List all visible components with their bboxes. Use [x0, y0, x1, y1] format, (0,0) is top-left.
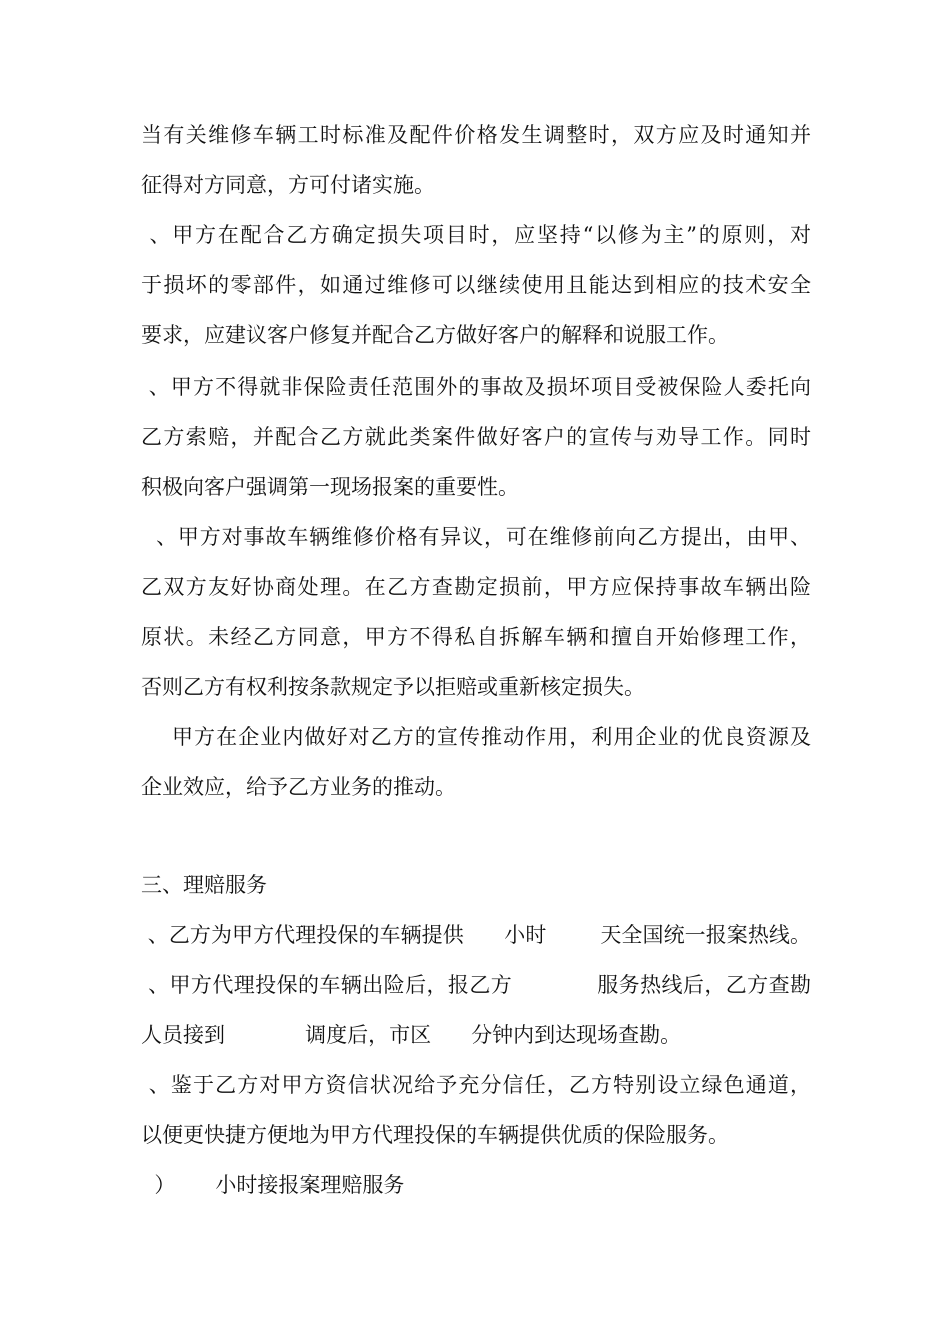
paragraph-line: 企业效应，给予乙方业务的推动。	[141, 775, 456, 799]
paragraph-line: 以便更快捷方便地为甲方代理投保的车辆提供优质的保险服务。	[141, 1123, 729, 1147]
paragraph-line: 原状。未经乙方同意，甲方不得私自拆解车辆和擅自开始修理工作，	[141, 625, 811, 649]
paragraph-line: 、甲方在配合乙方确定损失项目时，应坚持“以修为主”的原则，对	[141, 223, 811, 247]
paragraph-line: 、甲方对事故车辆维修价格有异议，可在维修前向乙方提出，由甲、	[141, 525, 811, 549]
paragraph-line: 征得对方同意，方可付诸实施。	[141, 173, 435, 197]
paragraph-line: 、甲方代理投保的车辆出险后，报乙方 服务热线后，乙方查勘	[141, 973, 811, 997]
paragraph-line: 要求，应建议客户修复并配合乙方做好客户的解释和说服工作。	[141, 323, 729, 347]
paragraph-line: 当有关维修车辆工时标准及配件价格发生调整时，双方应及时通知并	[141, 123, 811, 147]
paragraph-line: 于损坏的零部件，如通过维修可以继续使用且能达到相应的技术安全	[141, 273, 811, 297]
paragraph-line: 乙双方友好协商处理。在乙方查勘定损前，甲方应保持事故车辆出险	[141, 575, 811, 599]
paragraph-line: 人员接到 调度后，市区 分钟内到达现场查勘。	[141, 1023, 682, 1047]
section-heading: 三、理赔服务	[141, 873, 267, 897]
paragraph-line: 、鉴于乙方对甲方资信状况给予充分信任，乙方特别设立绿色通道，	[141, 1073, 811, 1097]
paragraph-line: 乙方索赔，并配合乙方就此类案件做好客户的宣传与劝导工作。同时	[141, 425, 811, 449]
paragraph-line: 、乙方为甲方代理投保的车辆提供 小时 天全国统一报案热线。	[141, 923, 811, 947]
paragraph-line: 积极向客户强调第一现场报案的重要性。	[141, 475, 519, 499]
paragraph-line: 否则乙方有权利按条款规定予以拒赔或重新核定损失。	[141, 675, 645, 699]
paragraph-line: 、甲方不得就非保险责任范围外的事故及损坏项目受被保险人委托向	[141, 375, 811, 399]
paragraph-line: ） 小时接报案理赔服务	[141, 1173, 405, 1197]
paragraph-line: 甲方在企业内做好对乙方的宣传推动作用，利用企业的优良资源及	[141, 725, 811, 749]
